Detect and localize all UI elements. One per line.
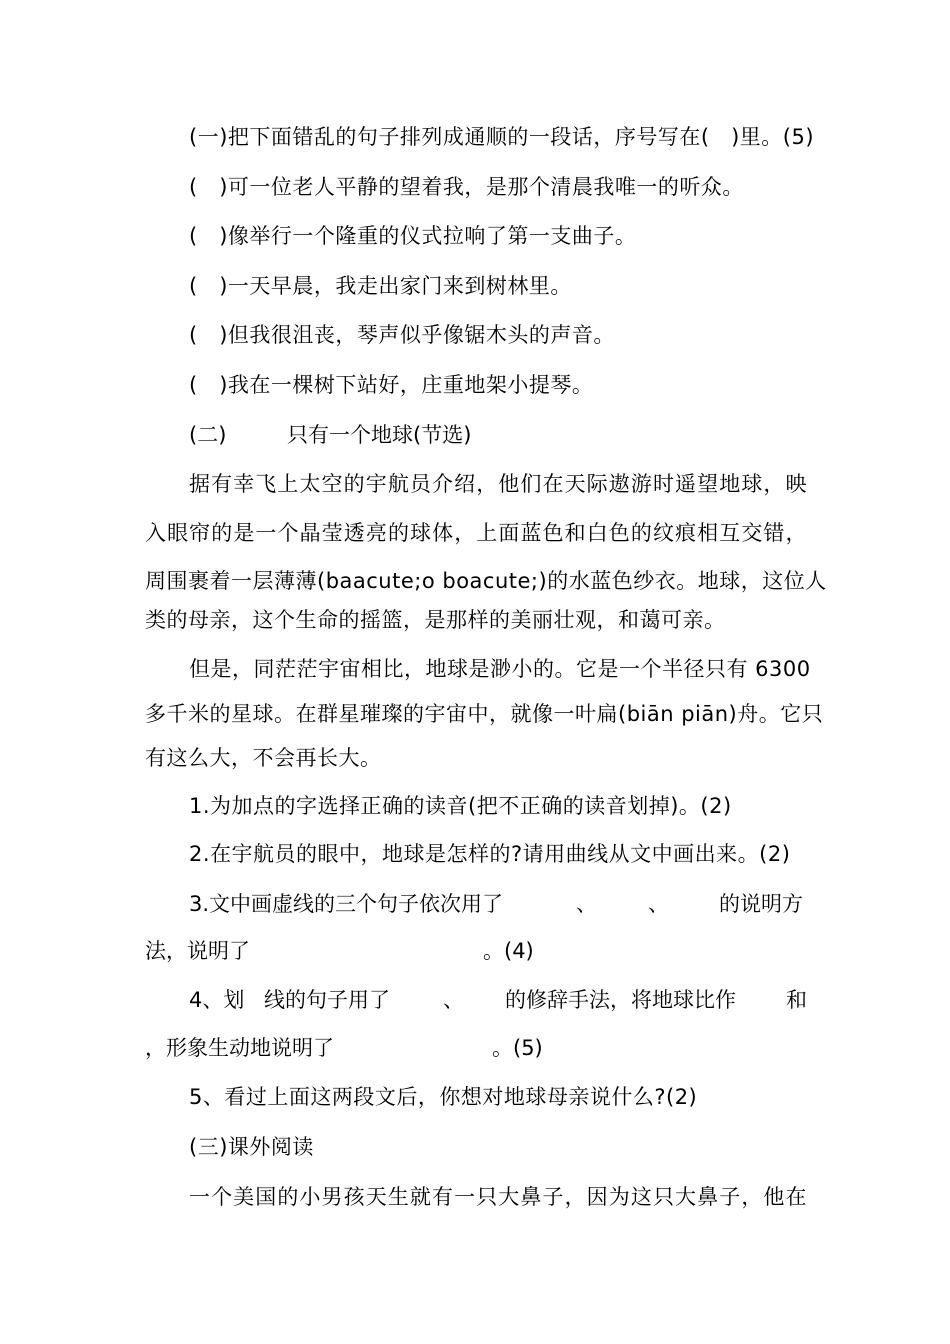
question-3-part-d: 的说明方 <box>719 892 803 916</box>
question-4-part-f: ，形象生动地说明了 <box>145 1036 334 1060</box>
question-4-part-d: 的修辞手法，将地球比作 <box>505 988 736 1012</box>
para1-line-2: 入眼帘的是一个晶莹透亮的球体，上面蓝色和白色的纹痕相互交错， <box>145 521 807 545</box>
section3-para-line-1: 一个美国的小男孩天生就有一只大鼻子，因为这只大鼻子，他在 <box>189 1185 807 1209</box>
question-3-part-b: 、 <box>576 892 597 916</box>
section1-item-2: ( )像举行一个隆重的仪式拉响了第一支曲子。 <box>189 224 637 248</box>
section2-title: 只有一个地球(节选) <box>287 423 472 447</box>
question-4-part-b: 线的句子用了 <box>264 988 390 1012</box>
question-4-part-a: 4、划 <box>189 988 245 1012</box>
section1-title: (一)把下面错乱的句子排列成通顺的一段话，序号写在( )里。(5) <box>189 125 815 149</box>
para1-line-1: 据有幸飞上太空的宇航员介绍，他们在天际遨游时遥望地球，映 <box>189 472 807 496</box>
para2-line-3: 有这么大，不会再长大。 <box>145 746 382 770</box>
question-1: 1.为加点的字选择正确的读音(把不正确的读音划掉)。(2) <box>189 794 732 818</box>
question-4-part-c: 、 <box>443 988 464 1012</box>
question-3-part-c: 、 <box>648 892 669 916</box>
question-5: 5、看过上面这两段文后，你想对地球母亲说什么?(2) <box>189 1085 698 1109</box>
section3-title: (三)课外阅读 <box>189 1135 314 1159</box>
question-3-part-f: 。(4) <box>483 939 534 963</box>
section1-item-1: ( )可一位老人平静的望着我，是那个清晨我唯一的听众。 <box>189 175 744 199</box>
question-4-part-e: 和 <box>786 988 807 1012</box>
question-4-part-g: 。(5) <box>492 1036 543 1060</box>
para2-line-2: 多千米的星球。在群星璀璨的宇宙中，就像一叶扁(biān piān)舟。它只 <box>145 702 824 726</box>
question-3-part-e: 法，说明了 <box>145 939 250 963</box>
section1-item-4: ( )但我很沮丧，琴声似乎像锯木头的声音。 <box>189 323 615 347</box>
section2-label: (二) <box>189 423 227 447</box>
question-2: 2.在宇航员的眼中，地球是怎样的?请用曲线从文中画出来。(2) <box>189 842 791 866</box>
section1-item-5: ( )我在一棵树下站好，庄重地架小提琴。 <box>189 373 594 397</box>
section1-item-3: ( )一天早晨，我走出家门来到树林里。 <box>189 274 572 298</box>
question-3-part-a: 3.文中画虚线的三个句子依次用了 <box>189 892 504 916</box>
para1-line-3: 周围裹着一层薄薄(baacute;o boacute;)的水蓝色纱衣。地球，这位人 <box>145 569 827 593</box>
para2-line-1: 但是，同茫茫宇宙相比，地球是渺小的。它是一个半径只有 6300 <box>189 657 811 681</box>
para1-line-4: 类的母亲，这个生命的摇篮，是那样的美丽壮观，和蔼可亲。 <box>145 608 726 632</box>
